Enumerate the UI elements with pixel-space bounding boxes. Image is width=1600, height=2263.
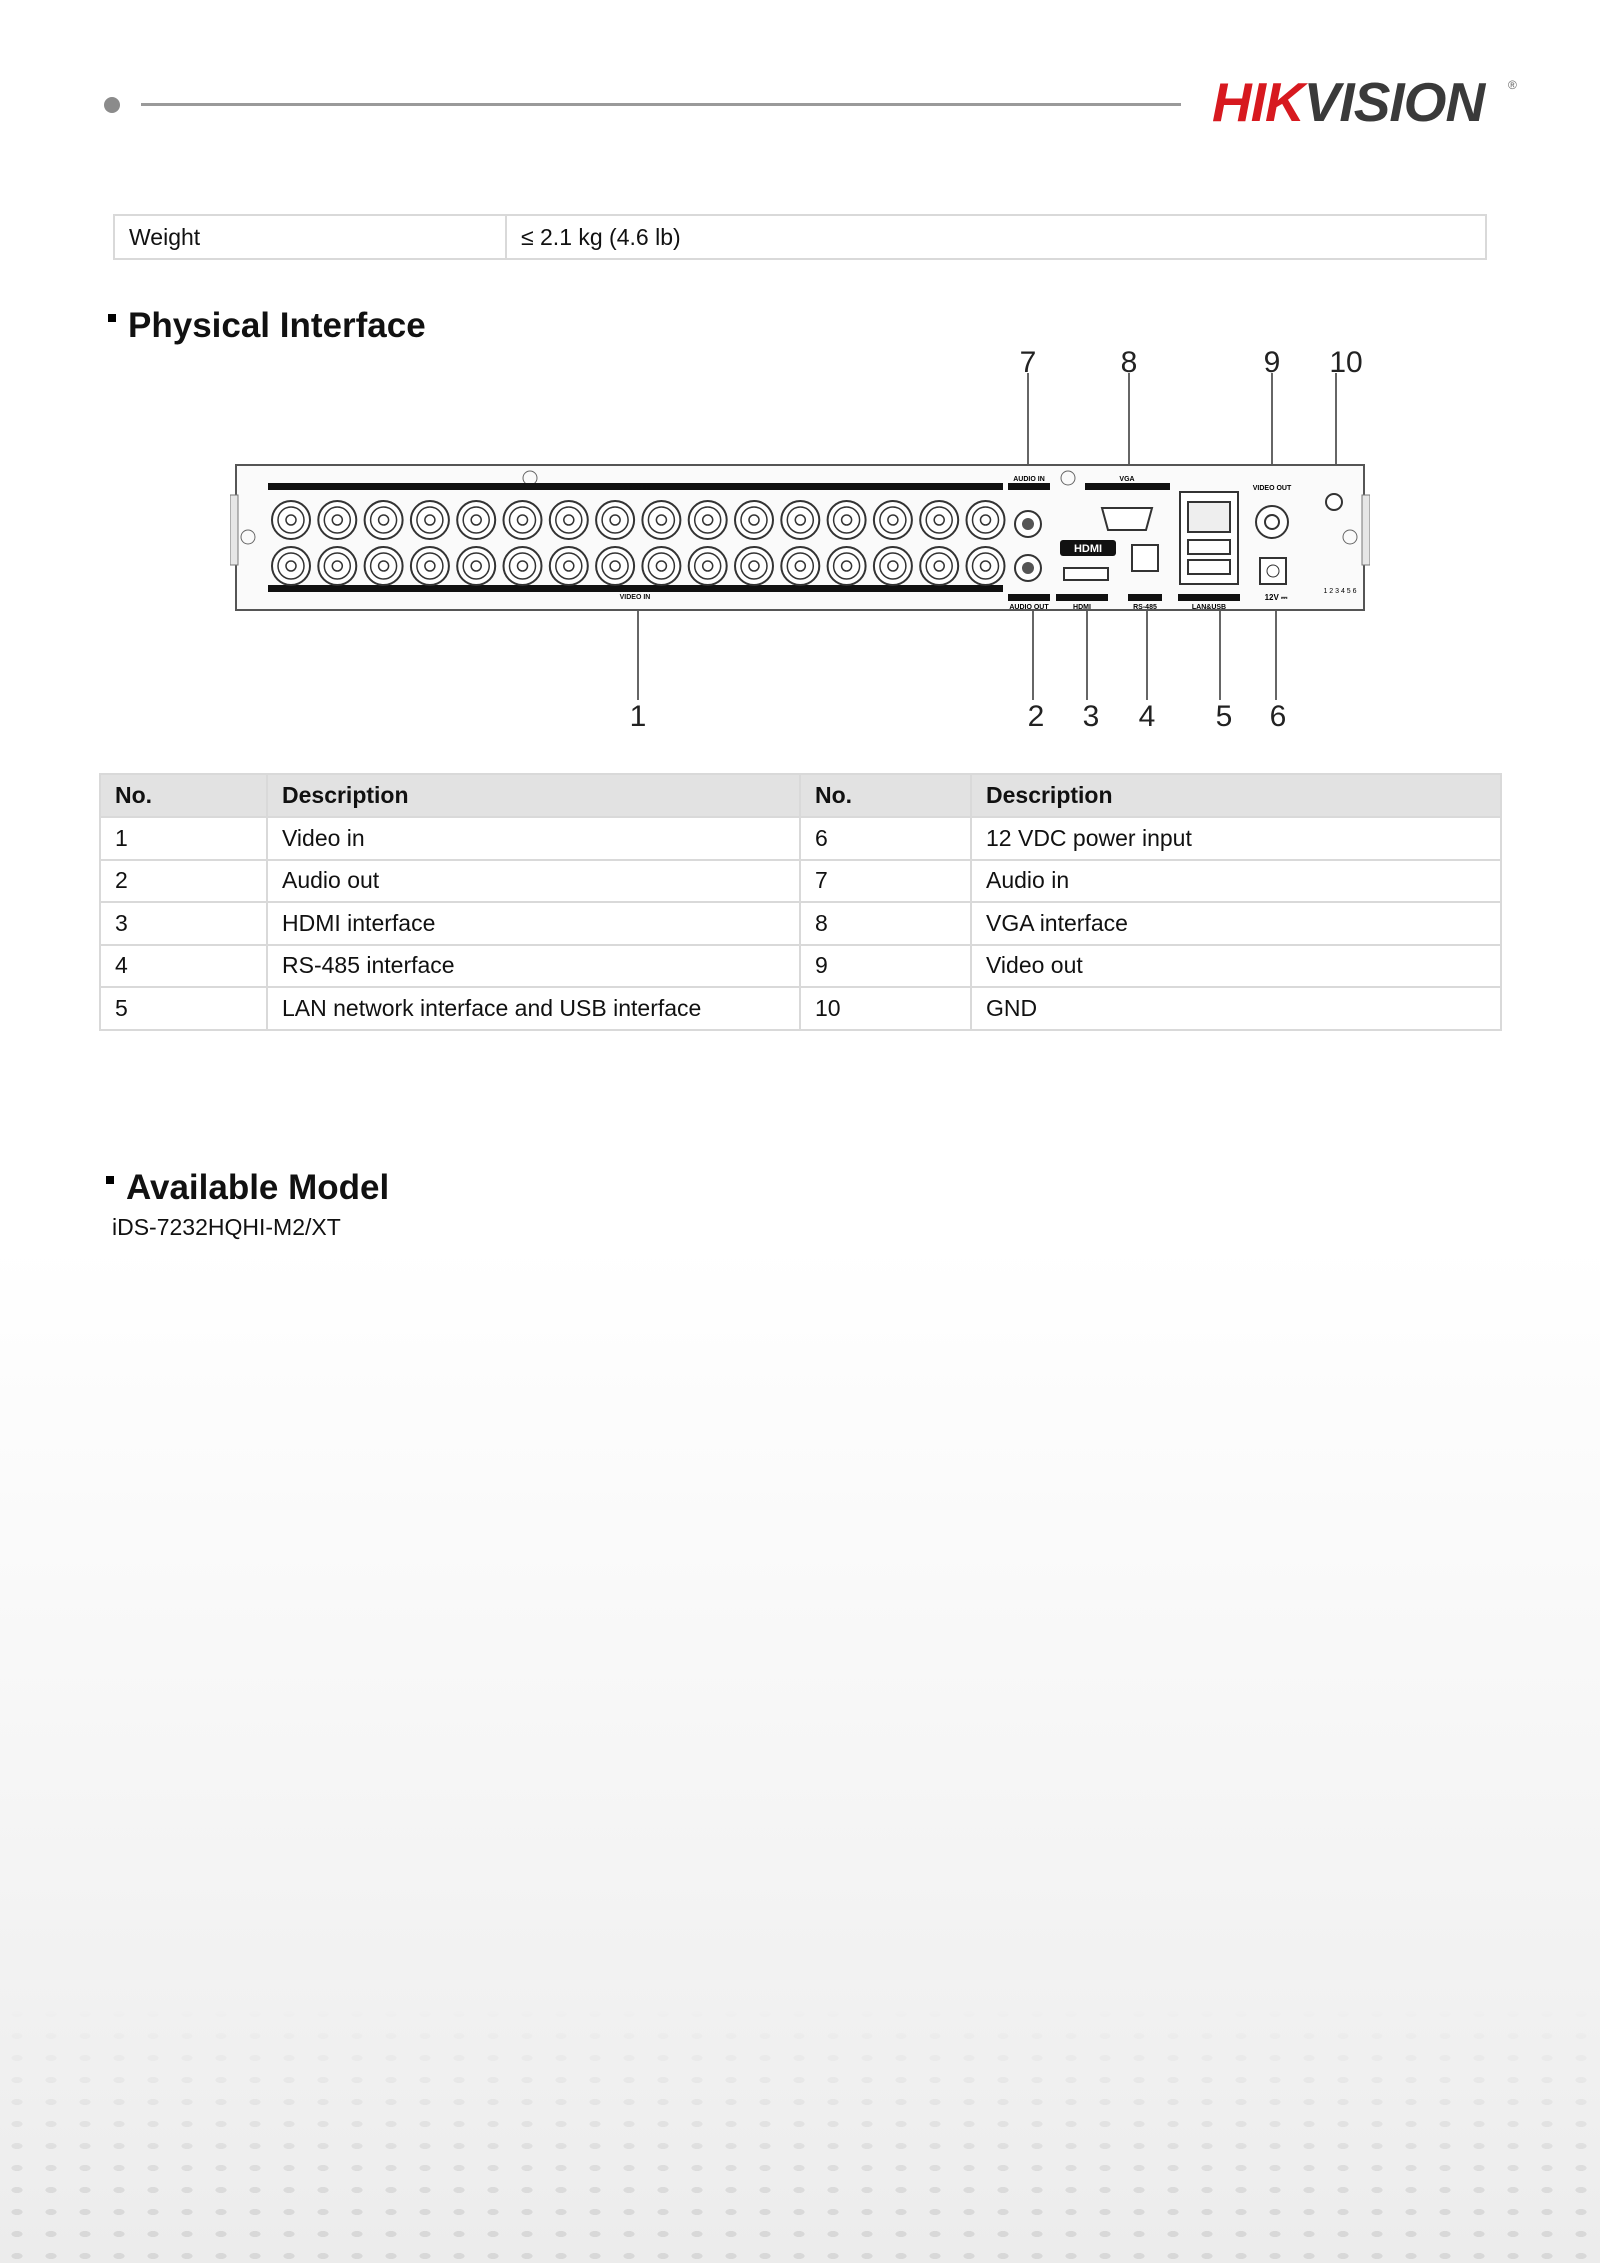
bnc-connector — [689, 501, 727, 539]
table-cell: Video out — [971, 945, 1501, 988]
label-audio-out: AUDIO OUT — [1009, 604, 1049, 611]
label-video-in-top: VIDEO IN — [619, 485, 651, 492]
table-cell: LAN network interface and USB interface — [267, 987, 800, 1030]
table-cell: 6 — [800, 817, 971, 860]
table-cell: RS-485 interface — [267, 945, 800, 988]
power-port — [1260, 558, 1286, 584]
logo-trademark: ® — [1508, 78, 1517, 92]
bnc-connector — [504, 547, 542, 585]
logo-hik: HIK — [1212, 71, 1304, 133]
bnc-connector — [550, 547, 588, 585]
section-title-available-model — [106, 1168, 389, 1208]
bnc-connector — [689, 547, 727, 585]
label-video-in-bottom: VIDEO IN — [619, 594, 651, 601]
label-power: 12V ⎓ — [1264, 593, 1288, 602]
rs485-port — [1132, 545, 1158, 571]
table-row — [100, 860, 1501, 903]
bnc-connector — [781, 501, 819, 539]
callout-6: 6 — [1269, 700, 1287, 730]
bnc-connector — [828, 501, 866, 539]
column-header: Description — [971, 774, 1501, 817]
lan-port — [1188, 502, 1230, 532]
callout-10: 10 — [1329, 346, 1363, 379]
table-cell: 3 — [100, 902, 267, 945]
bnc-connector — [365, 547, 403, 585]
table-cell: 8 — [800, 902, 971, 945]
weight-value: ≤ 2.1 kg (4.6 lb) — [506, 215, 1486, 259]
table-cell: VGA interface — [971, 902, 1501, 945]
bnc-connector — [967, 547, 1005, 585]
callout-4: 4 — [1138, 700, 1156, 730]
table-header-row — [100, 774, 1501, 817]
callout-2: 2 — [1027, 700, 1045, 730]
bnc-connector — [318, 501, 356, 539]
column-header: No. — [100, 774, 267, 817]
bnc-connector — [781, 547, 819, 585]
header-rule — [141, 103, 1181, 106]
bnc-connector — [828, 547, 866, 585]
bnc-connector — [365, 501, 403, 539]
weight-table — [113, 214, 1487, 260]
hdmi-port — [1064, 568, 1108, 580]
bullet-icon — [108, 314, 116, 322]
bnc-connector — [272, 501, 310, 539]
label-video-out: VIDEO OUT — [1252, 485, 1292, 492]
table-row — [100, 987, 1501, 1030]
table-cell: 9 — [800, 945, 971, 988]
bullet-icon — [106, 1176, 114, 1184]
hikvision-logo — [1212, 72, 1524, 132]
section-title-text: Available Model — [126, 1168, 390, 1207]
table-cell: HDMI interface — [267, 902, 800, 945]
column-header: No. — [800, 774, 971, 817]
bnc-connector — [550, 501, 588, 539]
section-title-text: Physical Interface — [128, 306, 426, 345]
callout-1: 1 — [629, 700, 647, 730]
table-cell: 1 — [100, 817, 267, 860]
table-cell: 2 — [100, 860, 267, 903]
bnc-connector — [411, 547, 449, 585]
usb-port — [1188, 560, 1230, 574]
bnc-connector — [596, 501, 634, 539]
physical-interface-table — [99, 773, 1502, 1031]
vga-port — [1102, 508, 1152, 530]
rear-panel-diagram — [230, 340, 1370, 730]
callout-9: 9 — [1263, 346, 1281, 379]
label-vga: VGA — [1119, 476, 1135, 483]
background-pattern — [0, 2003, 1600, 2263]
table-cell: 5 — [100, 987, 267, 1030]
header-dot — [104, 97, 120, 113]
table-cell: 10 — [800, 987, 971, 1030]
label-audio-in: AUDIO IN — [1013, 476, 1045, 483]
hdmi-logo: HDMI — [1073, 543, 1103, 555]
table-cell: 7 — [800, 860, 971, 903]
table-cell: Video in — [267, 817, 800, 860]
table-cell: GND — [971, 987, 1501, 1030]
table-cell: 4 — [100, 945, 267, 988]
usb-port — [1188, 540, 1230, 554]
table-cell: Audio in — [971, 860, 1501, 903]
table-cell: Audio out — [267, 860, 800, 903]
bnc-connector — [457, 547, 495, 585]
bnc-connector — [874, 547, 912, 585]
callout-5: 5 — [1215, 700, 1233, 730]
bnc-connector — [457, 501, 495, 539]
model-number: iDS-7232HQHI-M2/XT — [112, 1214, 341, 1240]
bnc-connector — [504, 501, 542, 539]
table-cell: 12 VDC power input — [971, 817, 1501, 860]
bnc-connector — [920, 547, 958, 585]
logo-vision: VISION — [1303, 71, 1485, 133]
bnc-connector — [920, 501, 958, 539]
bnc-connector — [318, 547, 356, 585]
weight-label: Weight — [114, 215, 506, 259]
bnc-connector — [411, 501, 449, 539]
table-row — [100, 902, 1501, 945]
column-header: Description — [267, 774, 800, 817]
table-row — [100, 817, 1501, 860]
label-lan-usb: LAN&USB — [1191, 604, 1227, 611]
table-row — [100, 945, 1501, 988]
label-dip: 1 2 3 4 5 6 — [1323, 588, 1357, 595]
bnc-connector — [874, 501, 912, 539]
callout-7: 7 — [1019, 346, 1037, 379]
bnc-connector — [596, 547, 634, 585]
bnc-connector — [642, 501, 680, 539]
label-hdmi: HDMI — [1073, 604, 1091, 611]
bnc-connector — [967, 501, 1005, 539]
callout-8: 8 — [1120, 346, 1138, 379]
bnc-connector — [735, 547, 773, 585]
bnc-connector — [272, 547, 310, 585]
gnd-terminal — [1326, 494, 1342, 510]
table-row — [114, 215, 1486, 259]
bnc-connector — [642, 547, 680, 585]
label-rs485: RS-485 — [1133, 604, 1157, 611]
bnc-connector — [735, 501, 773, 539]
callout-3: 3 — [1082, 700, 1100, 730]
